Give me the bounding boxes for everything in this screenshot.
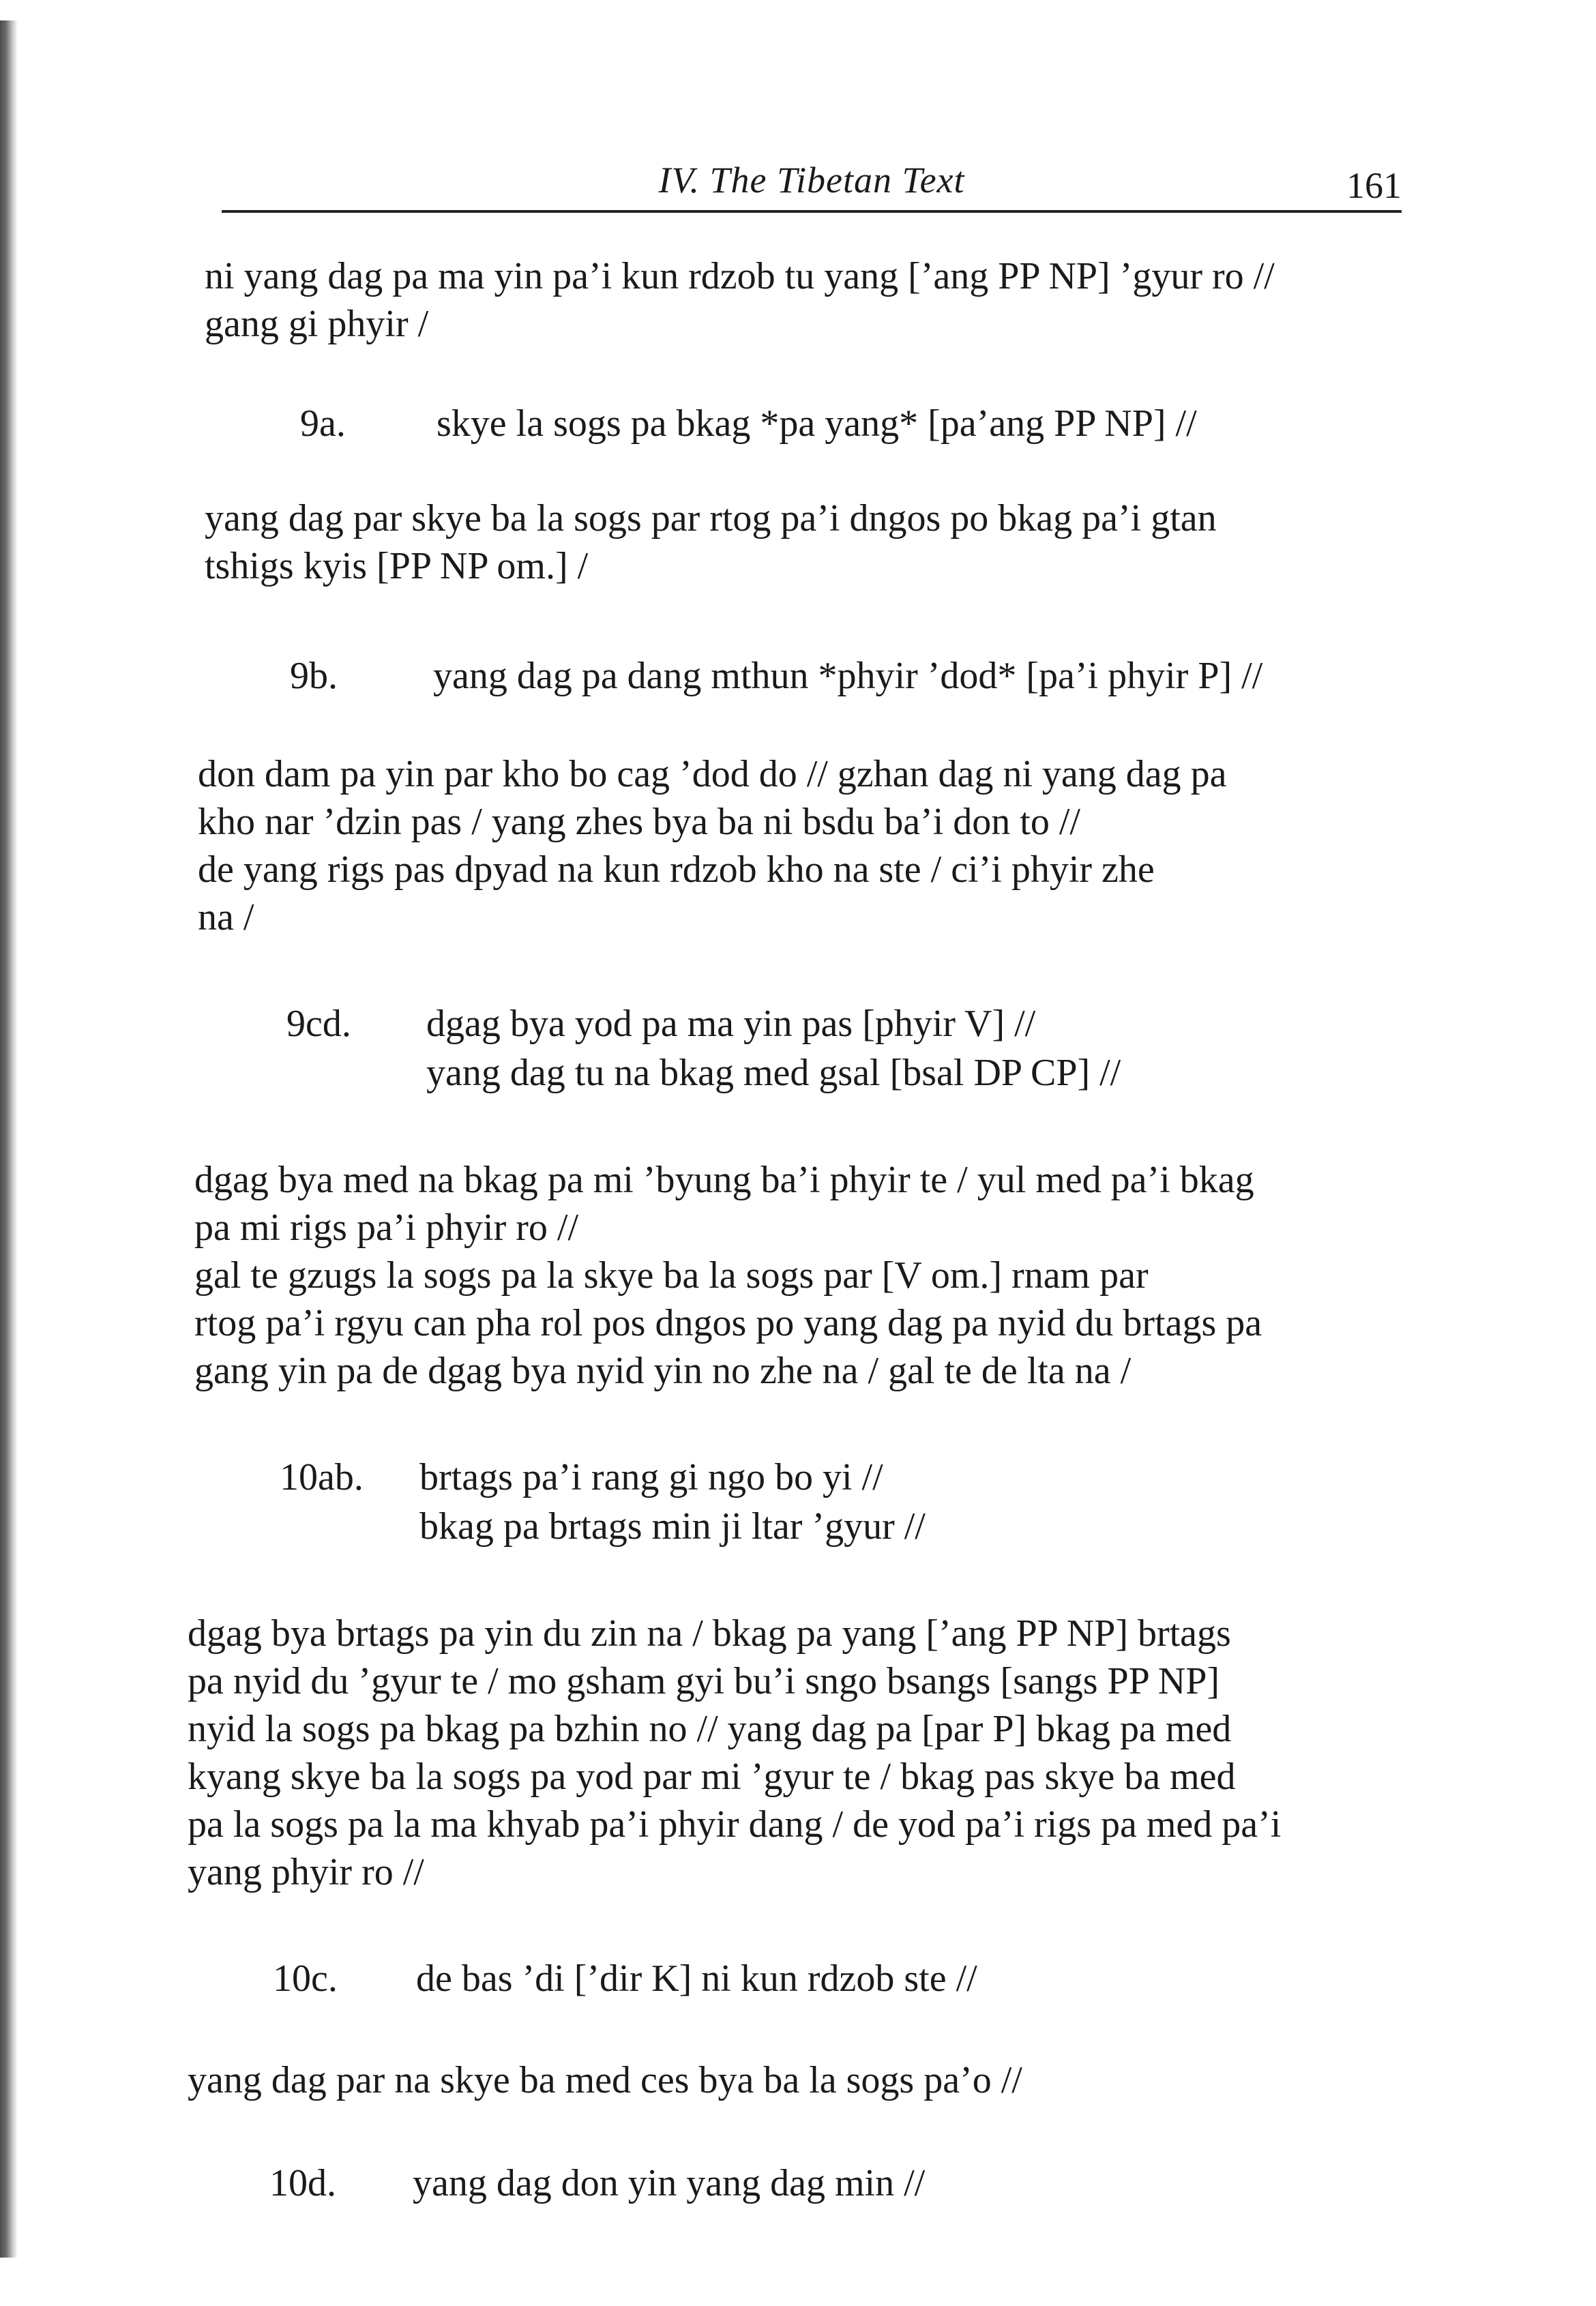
verse-block: [286, 999, 1378, 1147]
verse-text: brtags pa’i rang gi ngo bo yi // bkag pa brtags min ji ltar ’gyur //: [419, 1456, 926, 1548]
verse-number: 10c.: [273, 1957, 338, 2000]
verse-text: skye la sogs pa bkag *pa yang* [pa’ang PP NP] //: [437, 402, 1197, 445]
verse-number: 9a.: [300, 402, 346, 445]
prose-paragraph: yang dag par skye ba la sogs par rtog pa’i dngos po bkag pa’i gtan tshigs kyis [PP NP om.] /: [205, 497, 1217, 587]
prose-paragraph: ni yang dag pa ma yin pa’i kun rdzob tu yang [’ang PP NP] ’gyur ro // gang gi phyir /: [205, 255, 1275, 345]
running-title: IV. The Tibetan Text: [658, 160, 965, 201]
prose-paragraph: don dam pa yin par kho bo cag ’dod do // gzhan dag ni yang dag pa kho nar ’dzin pas / yang zhes bya ba ni bsdu ba’i don to // de yang rigs pas dpyad na kun rdzob kho na ste / ci’i phyir zhe na /: [198, 753, 1227, 938]
verse-text: de bas ’di [’dir K] ni kun rdzob ste //: [416, 1957, 977, 2000]
verse-text: dgag bya yod pa ma yin pas [phyir V] // yang dag tu na bkag med gsal [bsal DP CP] //: [426, 1003, 1121, 1094]
verse-number: 9b.: [290, 655, 338, 697]
verse-number: 10d.: [269, 2162, 336, 2204]
verse-text: yang dag pa dang mthun *phyir ’dod* [pa’i phyir P] //: [433, 655, 1263, 697]
verse-block: [280, 1453, 1371, 1600]
verse-number: 10ab.: [280, 1456, 364, 1498]
prose-paragraph: dgag bya brtags pa yin du zin na / bkag pa yang [’ang PP NP] brtags pa nyid du ’gyur te / mo gsham gyi bu’i sngo bsangs [sangs PP NP] nyid la sogs pa bkag pa bzhin no // yang dag pa [par P] bkag pa med kyang skye ba la sogs pa yod par mi ’gyur te / bkag pas skye ba med pa la sogs pa la ma khyab pa’i phyir dang / de yod pa’i rigs pa med pa’i yang phyir ro //: [188, 1612, 1282, 1893]
prose-paragraph: yang dag par na skye ba med ces bya ba la sogs pa’o //: [188, 2059, 1022, 2101]
verse-text: yang dag don yin yang dag min //: [413, 2162, 926, 2204]
page-number: 161: [1346, 165, 1402, 206]
verse-line: [269, 2159, 1361, 2306]
running-head: [222, 156, 1402, 213]
verse-number: 9cd.: [286, 1003, 351, 1045]
prose-paragraph: dgag bya med na bkag pa mi ’byung ba’i phyir te / yul med pa’i bkag pa mi rigs pa’i phyir ro // gal te gzugs la sogs pa la skye ba la sogs par [V om.] rnam par rtog pa’i rgyu can pha rol pos dngos po yang dag pa nyid du brtags pa gang yin pa de dgag bya nyid yin no zhe na / gal te de lta na /: [194, 1159, 1262, 1392]
